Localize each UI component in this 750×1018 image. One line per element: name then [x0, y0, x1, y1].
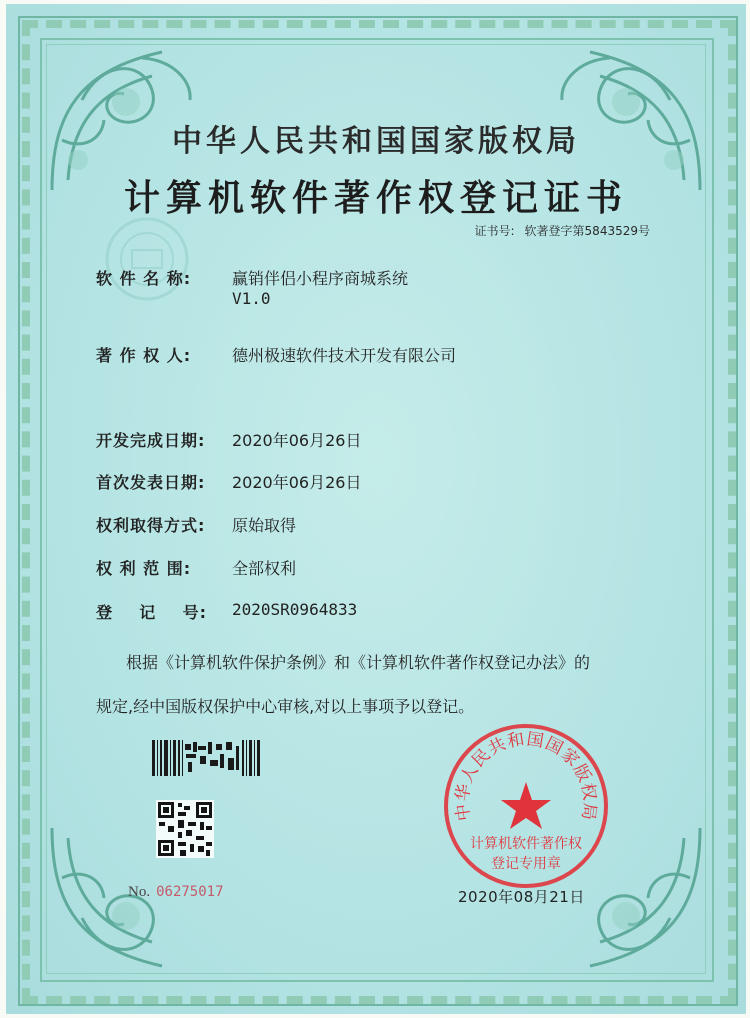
acquisition-value: 原始取得 — [232, 516, 297, 535]
owner-row — [96, 343, 456, 366]
scope-row — [96, 556, 296, 579]
software-version: V1.0 — [232, 289, 271, 308]
acquisition-row — [96, 513, 296, 536]
certificate-number-value: 软著登字第5843529号 — [524, 224, 650, 238]
barcode-icon — [152, 740, 260, 776]
seal-ring-text-path: 中华人民共和国国家版权局 — [452, 729, 600, 823]
issuer-title: 中华人民共和国国家版权局 — [172, 124, 580, 159]
official-seal-icon — [442, 722, 610, 890]
serial-number-value: 06275017 — [156, 884, 224, 900]
completion-date-value: 2020年06月26日 — [232, 431, 362, 450]
completion-date-label: 开发完成日期: — [96, 431, 206, 450]
registration-number-label: 登 记 号: — [96, 603, 207, 622]
software-name-value-block — [232, 266, 408, 308]
completion-date-row — [96, 428, 361, 451]
serial-number-prefix: No. — [128, 884, 151, 900]
scope-label: 权 利 范 围: — [96, 559, 192, 578]
first-publish-label: 首次发表日期: — [96, 473, 206, 492]
software-name-value: 赢销伴侣小程序商城系统 — [232, 269, 409, 288]
certificate-paper — [6, 4, 746, 1014]
registration-number-row — [96, 600, 357, 623]
software-name-label: 软 件 名 称: — [96, 269, 192, 288]
serial-number — [128, 884, 224, 901]
seal-text-line-1: 计算机软件著作权 — [470, 836, 582, 852]
registration-number-value: 2020SR0964833 — [232, 600, 358, 619]
acquisition-label: 权利取得方式: — [96, 516, 206, 535]
first-publish-row — [96, 470, 361, 493]
software-name-row — [96, 266, 408, 308]
certificate-number — [475, 222, 651, 239]
first-publish-value: 2020年06月26日 — [232, 473, 362, 492]
owner-value: 德州极速软件技术开发有限公司 — [232, 346, 457, 365]
certificate-number-label: 证书号: — [474, 224, 515, 238]
statement-line-2: 规定,经中国版权保护中心审核,对以上事项予以登记。 — [96, 697, 475, 716]
owner-label: 著 作 权 人: — [96, 346, 192, 365]
scope-value: 全部权利 — [232, 559, 297, 578]
qr-code-icon — [156, 800, 214, 858]
seal-text-line-2: 登记专用章 — [491, 856, 561, 872]
certificate-title: 计算机软件著作权登记证书 — [123, 178, 628, 219]
statement-line-1: 根据《计算机软件保护条例》和《计算机软件著作权登记办法》的 — [126, 653, 591, 672]
issue-date: 2020年08月21日 — [458, 888, 585, 906]
